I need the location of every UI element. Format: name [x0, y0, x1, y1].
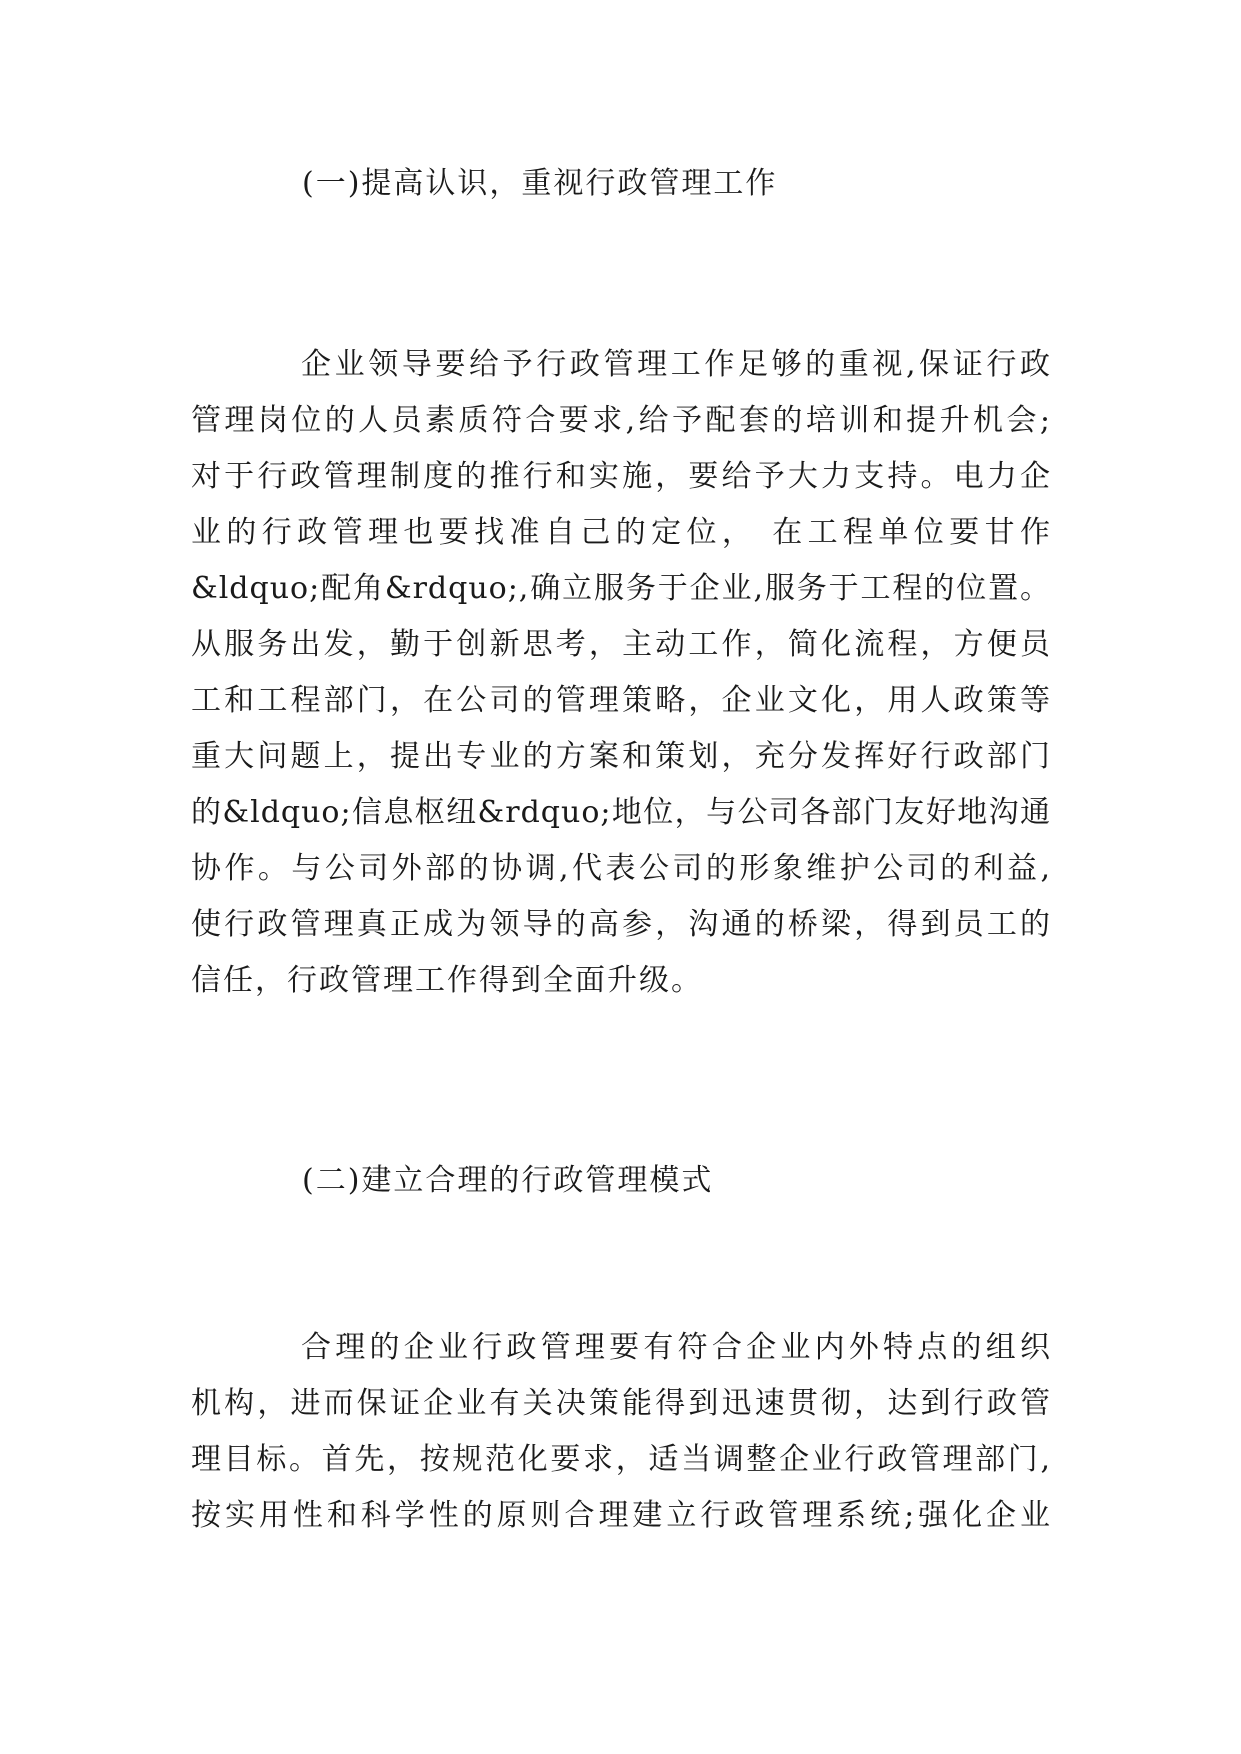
paragraph-line: 重大问题上，提出专业的方案和策划，充分发挥好行政部门	[191, 739, 1051, 774]
paragraph-line: 业的行政管理也要找准自己的定位， 在工程单位要甘作	[191, 515, 1051, 550]
paragraph-line: 管理岗位的人员素质符合要求,给予配套的培训和提升机会;	[191, 403, 1051, 438]
paragraph-line: 机构，进而保证企业有关决策能得到迅速贯彻，达到行政管	[191, 1386, 1051, 1421]
paragraph-line: 对于行政管理制度的推行和实施，要给予大力支持。电力企	[191, 459, 1051, 494]
paragraph-line: &ldquo;配角&rdquo;,确立服务于企业,服务于工程的位置。	[191, 571, 1051, 606]
paragraph-line: 协作。与公司外部的协调,代表公司的形象维护公司的利益,	[191, 851, 1051, 886]
paragraph-line: 按实用性和科学性的原则合理建立行政管理系统;强化企业	[191, 1498, 1051, 1533]
paragraph-line: 合理的企业行政管理要有符合企业内外特点的组织	[301, 1330, 1051, 1365]
section-heading-2: (二)建立合理的行政管理模式	[302, 1163, 714, 1198]
paragraph-line: 信任，行政管理工作得到全面升级。	[191, 963, 703, 998]
paragraph-line: 企业领导要给予行政管理工作足够的重视,保证行政	[301, 347, 1051, 382]
paragraph-line: 的&ldquo;信息枢纽&rdquo;地位，与公司各部门友好地沟通	[191, 795, 1051, 830]
paragraph-2	[191, 1320, 1051, 1544]
paragraph-line: 使行政管理真正成为领导的高参，沟通的桥梁，得到员工的	[191, 907, 1051, 942]
paragraph-1	[191, 337, 1051, 1009]
paragraph-line: 从服务出发，勤于创新思考，主动工作，简化流程，方便员	[191, 627, 1051, 662]
paragraph-line: 理目标。首先，按规范化要求，适当调整企业行政管理部门,	[191, 1442, 1051, 1477]
paragraph-line: 工和工程部门，在公司的管理策略，企业文化，用人政策等	[191, 683, 1051, 718]
section-heading-1: (一)提高认识，重视行政管理工作	[302, 166, 778, 201]
